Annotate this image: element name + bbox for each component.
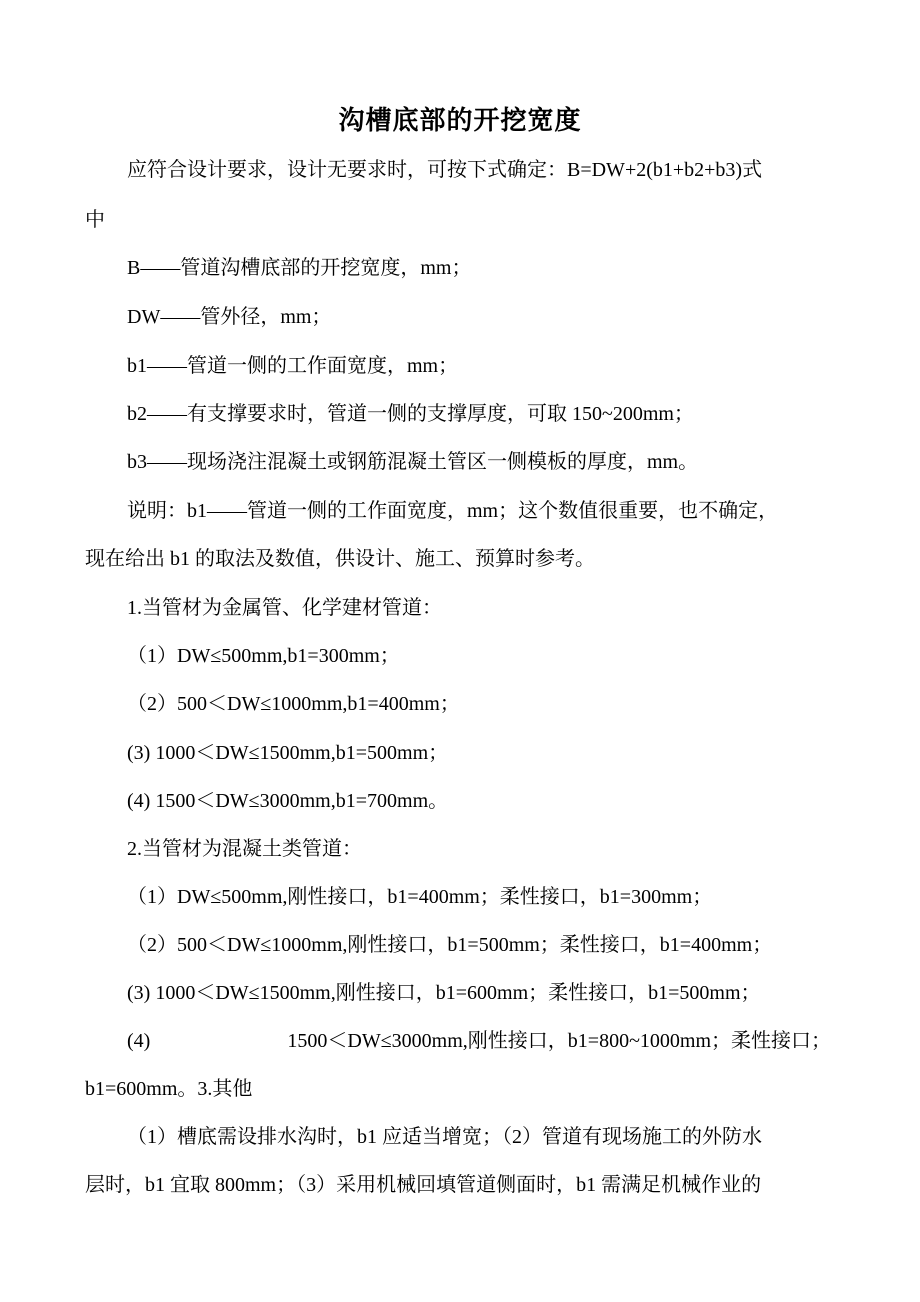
paragraph-line: 中 — [85, 209, 105, 231]
list-item: （2）500＜DW≤1000mm,刚性接口，b1=500mm；柔性接口，b1=400mm； — [127, 934, 773, 956]
paragraph-line: b1=600mm。3.其他 — [85, 1078, 253, 1100]
document-title: 沟槽底部的开挖宽度 — [338, 106, 582, 136]
section-heading: 2.当管材为混凝土类管道： — [127, 838, 362, 860]
definition-b1: b1——管道一侧的工作面宽度，mm； — [127, 355, 459, 377]
list-item: （1）DW≤500mm,b1=300mm； — [127, 645, 400, 667]
note-line: 现在给出 b1 的取法及数值，供设计、施工、预算时参考。 — [85, 548, 595, 570]
list-item: (3) 1000＜DW≤1500mm,b1=500mm； — [127, 742, 449, 764]
paragraph-line: 层时，b1 宜取 800mm；（3）采用机械回填管道侧面时，b1 需满足机械作业的 — [85, 1174, 762, 1196]
paragraph-line: （1）槽底需设排水沟时，b1 应适当增宽；（2）管道有现场施工的外防水 — [127, 1126, 762, 1148]
list-item: （1）DW≤500mm,刚性接口，b1=400mm；柔性接口，b1=300mm； — [127, 886, 713, 908]
paragraph-line: 应符合设计要求，设计无要求时，可按下式确定：B=DW+2(b1+b2+b3)式 — [127, 159, 763, 181]
definition-b3: b3——现场浇注混凝土或钢筋混凝土管区一侧模板的厚度，mm。 — [127, 451, 699, 473]
list-item: (4) 1500＜DW≤3000mm,b1=700mm。 — [127, 790, 449, 812]
definition-b: B——管道沟槽底部的开挖宽度，mm； — [127, 257, 472, 279]
list-item — [127, 1028, 831, 1054]
list-item: (3) 1000＜DW≤1500mm,刚性接口，b1=600mm；柔性接口，b1=500mm； — [127, 982, 761, 1004]
section-heading: 1.当管材为金属管、化学建材管道： — [127, 597, 442, 619]
definition-b2: b2——有支撑要求时，管道一侧的支撑厚度，可取 150~200mm； — [127, 403, 694, 425]
list-item-label: (4) — [127, 1030, 151, 1052]
list-item: （2）500＜DW≤1000mm,b1=400mm； — [127, 693, 460, 715]
definition-dw: DW——管外径，mm； — [127, 306, 332, 328]
note-line: 说明：b1——管道一侧的工作面宽度，mm；这个数值很重要，也不确定， — [127, 500, 779, 522]
list-item-text: 1500＜DW≤3000mm,刚性接口，b1=800~1000mm；柔性接口； — [287, 1030, 831, 1052]
